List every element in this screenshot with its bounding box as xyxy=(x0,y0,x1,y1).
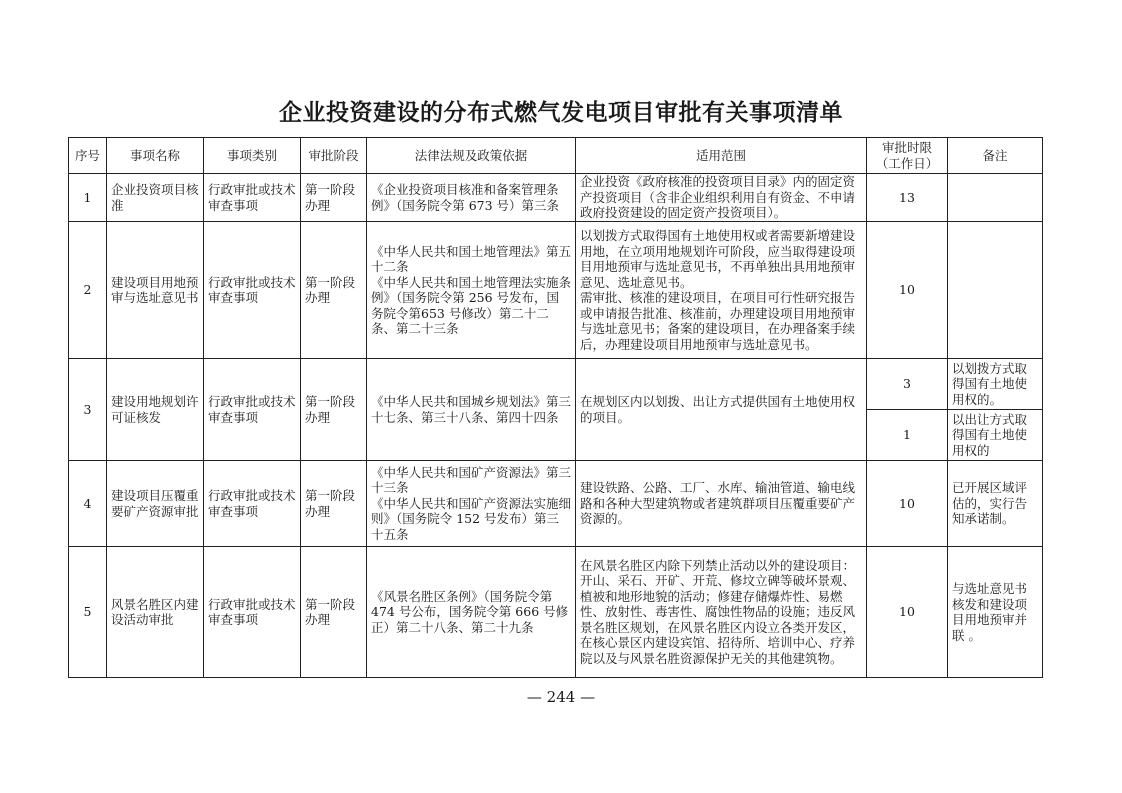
row-stage: 第一阶段办理 xyxy=(301,461,367,547)
row-remark: 与选址意见书核发和建设项目用地预审并联 。 xyxy=(948,547,1043,678)
row-time: 10 xyxy=(867,222,948,359)
row-category: 行政审批或技术审查事项 xyxy=(204,461,301,547)
row-scope: 在规划区内以划拨、出让方式提供国有土地使用权的项目。 xyxy=(576,359,867,461)
page-title: 企业投资建设的分布式燃气发电项目审批有关事项清单 xyxy=(279,99,843,126)
approval-items-table xyxy=(68,137,1043,678)
table-row xyxy=(69,461,1043,547)
row-stage: 第一阶段办理 xyxy=(301,222,367,359)
row-basis: 《中华人民共和国土地管理法》第五十二条 《中华人民共和国土地管理法实施条例》（国务院令第 256 号发布，国务院令第653 号修改）第二十二条、第二十三条 xyxy=(367,222,576,359)
row-time: 3 xyxy=(867,359,948,410)
header-remark: 备注 xyxy=(948,138,1043,174)
table-header-row xyxy=(69,138,1043,174)
row-stage: 第一阶段办理 xyxy=(301,174,367,222)
header-category: 事项类别 xyxy=(204,138,301,174)
row-category: 行政审批或技术审查事项 xyxy=(204,222,301,359)
row-remark: 以划拨方式取得国有土地使用权的。 xyxy=(948,359,1043,410)
row-seq: 1 xyxy=(69,174,107,222)
row-seq: 2 xyxy=(69,222,107,359)
header-seq: 序号 xyxy=(69,138,107,174)
row-basis: 《中华人民共和国城乡规划法》第三十七条、第三十八条、第四十四条 xyxy=(367,359,576,461)
table-row xyxy=(69,222,1043,359)
row-time: 1 xyxy=(867,410,948,461)
row-seq: 5 xyxy=(69,547,107,678)
table-row xyxy=(69,359,1043,410)
row-remark: 已开展区域评估的，实行告知承诺制。 xyxy=(948,461,1043,547)
row-category: 行政审批或技术审查事项 xyxy=(204,359,301,461)
row-basis: 《企业投资项目核准和备案管理条例》（国务院令第 673 号）第三条 xyxy=(367,174,576,222)
row-stage: 第一阶段办理 xyxy=(301,359,367,461)
header-name: 事项名称 xyxy=(107,138,204,174)
row-scope: 建设铁路、公路、工厂、水库、输油管道、输电线路和各种大型建筑物或者建筑群项目压覆重要矿产资源的。 xyxy=(576,461,867,547)
row-seq: 3 xyxy=(69,359,107,461)
row-basis: 《风景名胜区条例》（国务院令第 474 号公布，国务院令第 666 号修正）第二十八条、第二十九条 xyxy=(367,547,576,678)
row-remark: 以出让方式取得国有土地使用权的 xyxy=(948,410,1043,461)
header-scope: 适用范围 xyxy=(576,138,867,174)
row-name: 建设项目压覆重要矿产资源审批 xyxy=(107,461,204,547)
row-name: 建设项目用地预审与选址意见书 xyxy=(107,222,204,359)
header-basis: 法律法规及政策依据 xyxy=(367,138,576,174)
row-seq: 4 xyxy=(69,461,107,547)
row-name: 企业投资项目核准 xyxy=(107,174,204,222)
row-stage: 第一阶段办理 xyxy=(301,547,367,678)
header-stage: 审批阶段 xyxy=(301,138,367,174)
table-row xyxy=(69,174,1043,222)
row-scope: 企业投资《政府核准的投资项目目录》内的固定资产投资项目（含非企业组织利用自有资金、不申请政府投资建设的固定资产投资项目）。 xyxy=(576,174,867,222)
row-name: 建设用地规划许可证核发 xyxy=(107,359,204,461)
row-remark xyxy=(948,174,1043,222)
row-category: 行政审批或技术审查事项 xyxy=(204,547,301,678)
row-scope: 以划拨方式取得国有土地使用权或者需要新增建设用地，在立项用地规划许可阶段，应当取得建设项目用地预审与选址意见书，不再单独出具用地预审意见、选址意见书。 需审批、核准的建设项目，在项目可行性研究报告或申请报告批准、核准前，办理建设项目用地预审与选址意见书；备案的建设项目，在办理备案手续后，办理建设项目用地预审与选址意见书。 xyxy=(576,222,867,359)
table-row xyxy=(69,547,1043,678)
page-number: — 244 — xyxy=(526,688,596,706)
row-remark xyxy=(948,222,1043,359)
row-time: 10 xyxy=(867,547,948,678)
header-time: 审批时限（工作日） xyxy=(867,138,948,174)
row-category: 行政审批或技术审查事项 xyxy=(204,174,301,222)
row-scope: 在风景名胜区内除下列禁止活动以外的建设项目：开山、采石、开矿、开荒、修坟立碑等破坏景观、植被和地形地貌的活动；修建存储爆炸性、易燃性、放射性、毒害性、腐蚀性物品的设施；违反风景名胜区规划，在风景名胜区内设立各类开发区，在核心景区内建设宾馆、招待所、培训中心、疗养院以及与风景名胜资源保护无关的其他建筑物。 xyxy=(576,547,867,678)
row-time: 10 xyxy=(867,461,948,547)
row-time: 13 xyxy=(867,174,948,222)
row-name: 风景名胜区内建设活动审批 xyxy=(107,547,204,678)
row-basis: 《中华人民共和国矿产资源法》第三十三条 《中华人民共和国矿产资源法实施细则》（国务院令 152 号发布）第三十五条 xyxy=(367,461,576,547)
